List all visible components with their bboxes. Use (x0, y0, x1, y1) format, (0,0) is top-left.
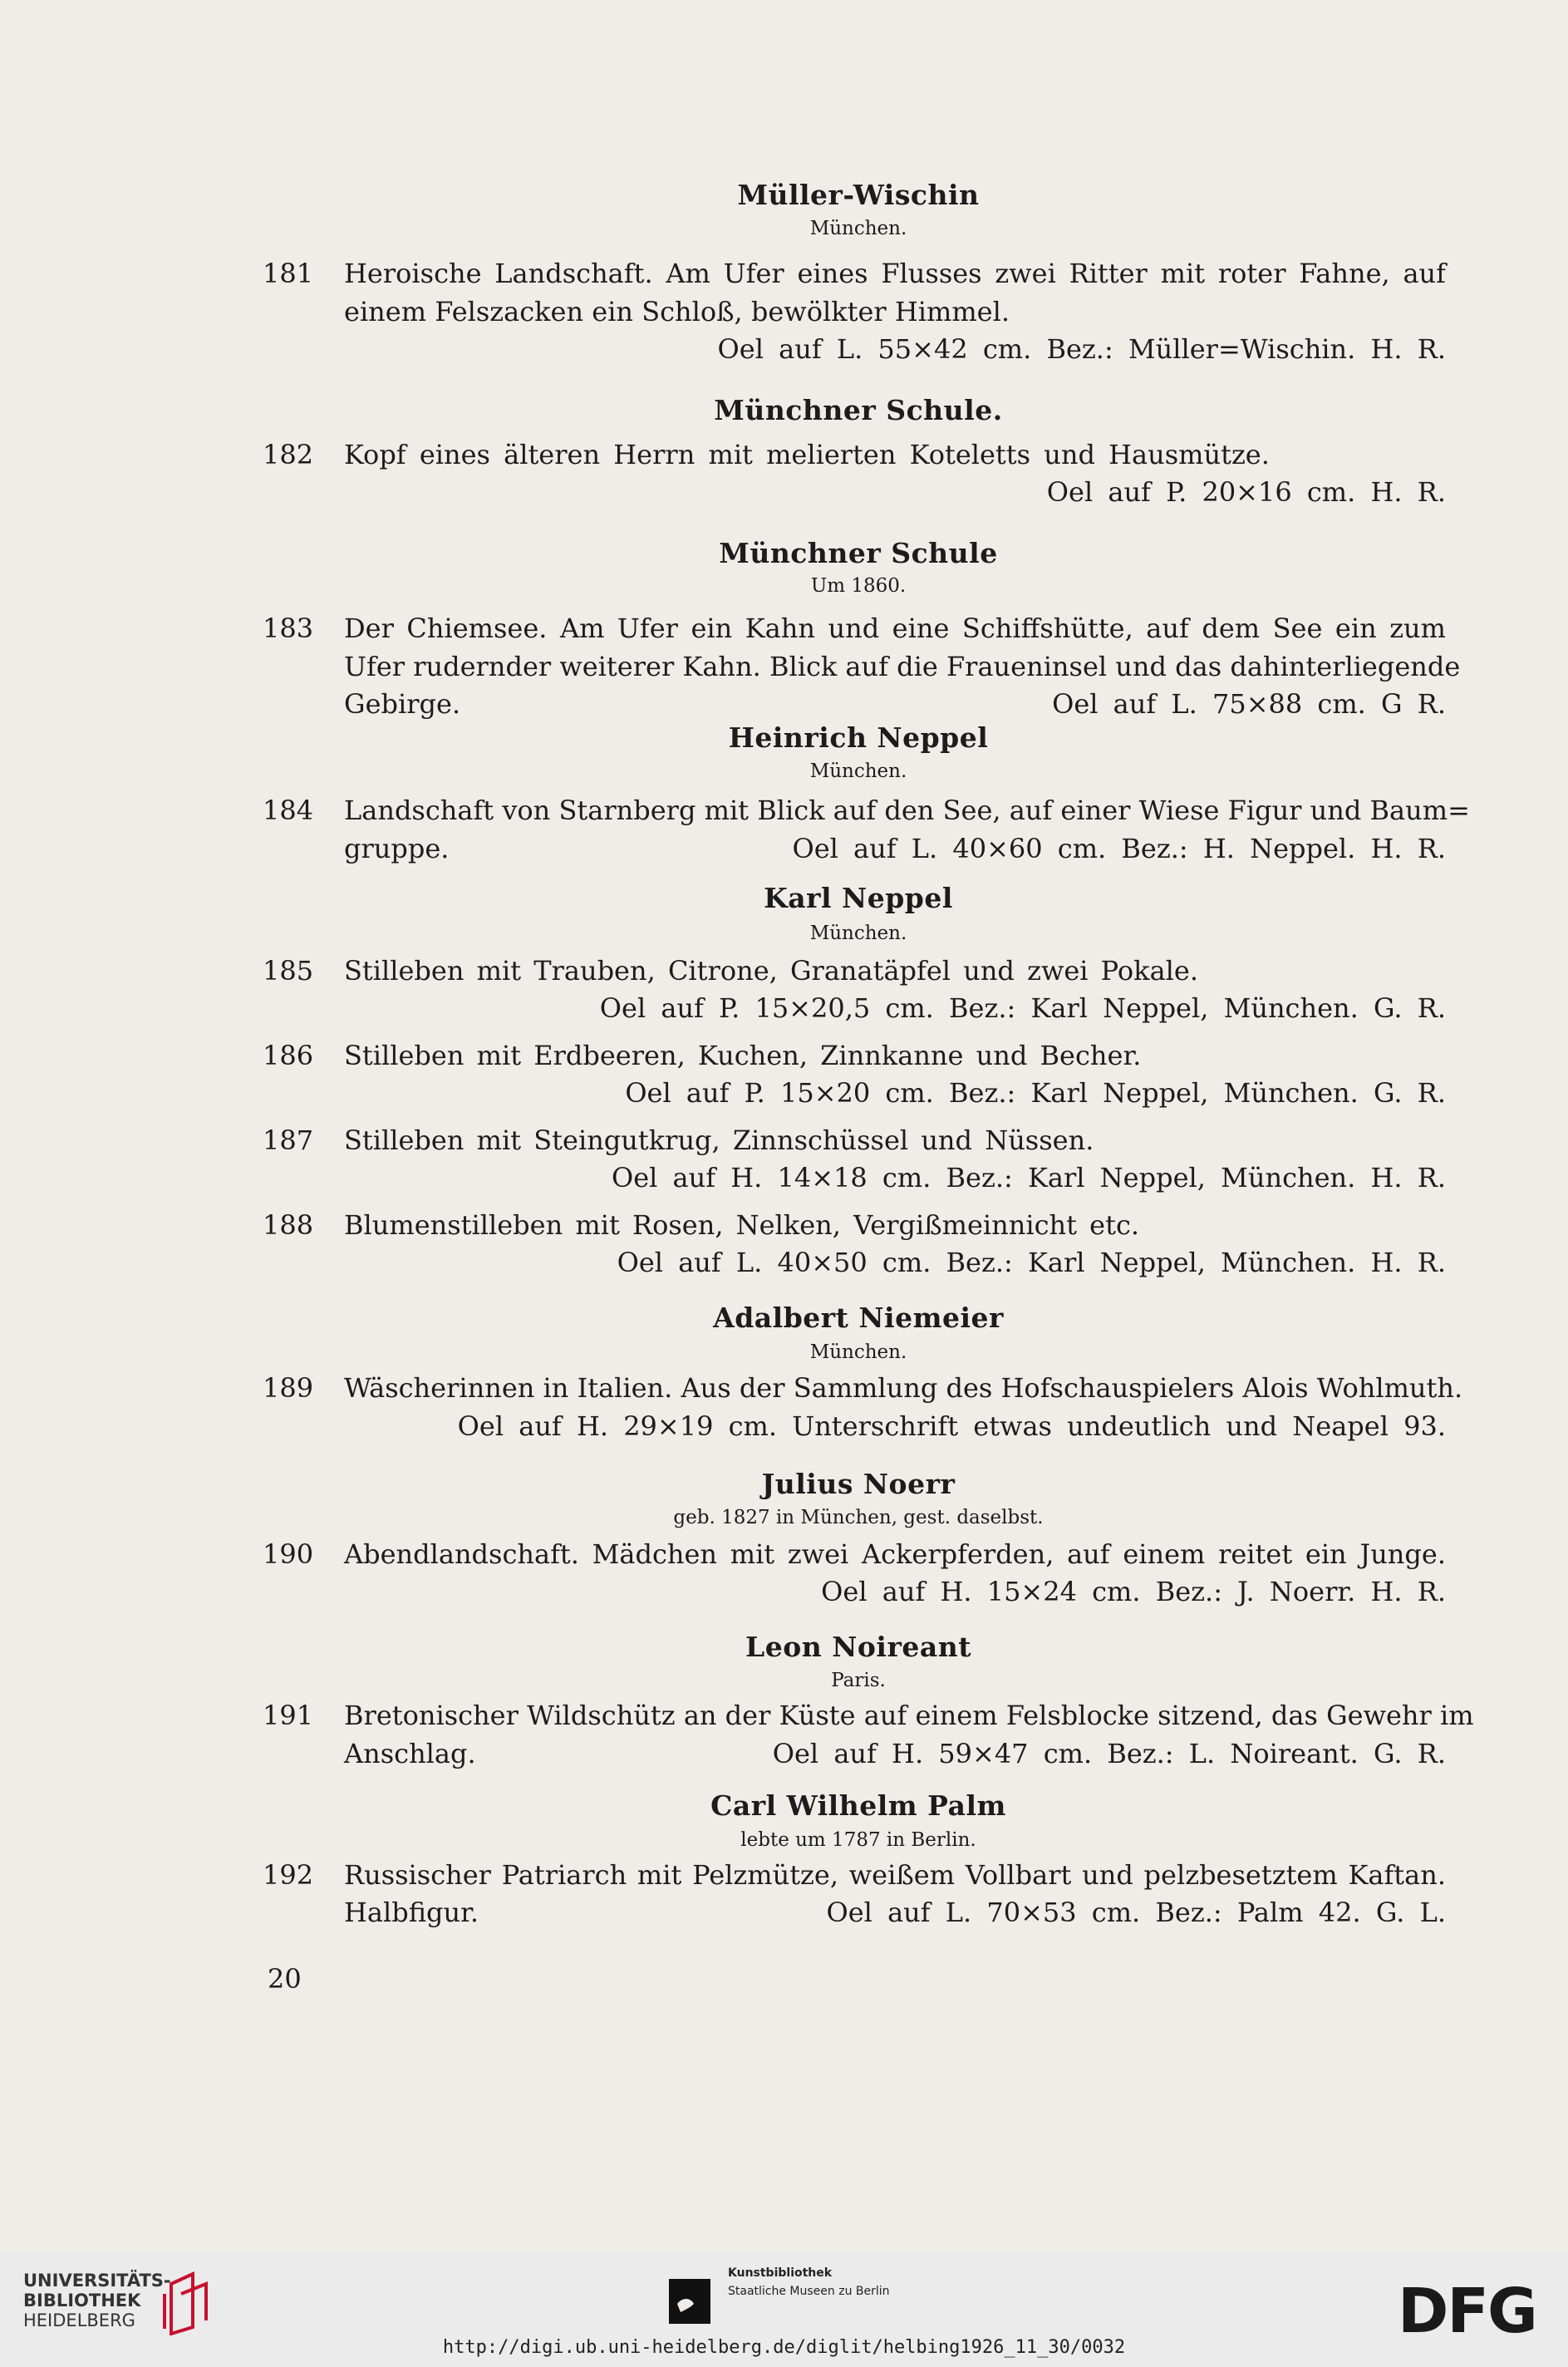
lot-description-line: gruppe. (344, 833, 450, 864)
kunstbibliothek-label[interactable] (728, 2264, 890, 2301)
lot-number: 182 (263, 439, 314, 470)
lot-description-line: Russischer Patriarch mit Pelzmütze, weißem Vollbart und pelzbesetztem Kaftan. (344, 1859, 1446, 1891)
lot-details: Oel auf L. 70×53 cm. Bez.: Palm 42. G. L. (826, 1897, 1446, 1928)
lot-number: 189 (263, 1372, 314, 1404)
lot-number: 183 (263, 613, 314, 644)
lot-description-line: Blumenstilleben mit Rosen, Nelken, Vergißmeinnicht etc. (344, 1209, 1140, 1241)
ub-heidelberg-logo-icon (160, 2269, 218, 2335)
page-number: 20 (268, 1963, 302, 1995)
lot-final-line (344, 1738, 1446, 1769)
artist-subtitle: München. (809, 1341, 907, 1363)
artist-heading: Carl Wilhelm Palm (710, 1789, 1006, 1822)
lot-number: 186 (263, 1040, 314, 1071)
ub-line-1: UNIVERSITÄTS- (23, 2271, 171, 2291)
lot-details: Oel auf H. 59×47 cm. Bez.: L. Noireant. G. R. (772, 1738, 1446, 1769)
lot-details: Oel auf H. 14×18 cm. Bez.: Karl Neppel, München. H. R. (611, 1162, 1446, 1193)
lot-number: 191 (263, 1700, 314, 1731)
ub-line-3: HEIDELBERG (23, 2310, 135, 2330)
kb-line-2: Staatliche Museen zu Berlin (728, 2285, 890, 2298)
artist-heading: Karl Neppel (764, 882, 953, 914)
lot-description-line: Stilleben mit Erdbeeren, Kuchen, Zinnkanne und Becher. (344, 1040, 1142, 1071)
lot-description-line: Stilleben mit Trauben, Citrone, Granatäpfel und zwei Pokale. (344, 955, 1198, 987)
footer-bar (0, 2252, 1568, 2367)
lot-details: Oel auf P. 15×20,5 cm. Bez.: Karl Neppel, München. G. R. (599, 992, 1446, 1024)
lot-description-line: Stilleben mit Steingutkrug, Zinnschüssel und Nüssen. (344, 1124, 1094, 1156)
artist-heading: Leon Noireant (745, 1631, 971, 1663)
lot-description-line: Wäscherinnen in Italien. Aus der Sammlung des Hofschauspielers Alois Wohlmuth. (344, 1372, 1463, 1404)
lot-number: 184 (263, 795, 314, 826)
artist-heading: Heinrich Neppel (728, 721, 989, 754)
artist-subtitle: geb. 1827 in München, gest. daselbst. (673, 1507, 1044, 1528)
artist-heading: Müller-Wischin (737, 179, 980, 211)
lot-details: Oel auf H. 29×19 cm. Unterschrift etwas undeutlich und Neapel 93. (457, 1410, 1446, 1442)
lot-details: Oel auf L. 40×50 cm. Bez.: Karl Neppel, München. H. R. (617, 1247, 1446, 1278)
dfg-logo[interactable]: DFG (1398, 2276, 1536, 2347)
artist-subtitle: Paris. (831, 1670, 886, 1691)
lot-description-line: Gebirge. (344, 688, 461, 720)
lot-details: Oel auf P. 15×20 cm. Bez.: Karl Neppel, München. G. R. (625, 1077, 1446, 1109)
source-url[interactable]: http://digi.ub.uni-heidelberg.de/diglit/helbing1926_11_30/0032 (442, 2337, 1126, 2358)
ub-heidelberg-logo-text[interactable] (23, 2271, 171, 2330)
lot-number: 190 (263, 1538, 314, 1570)
artist-subtitle: München. (809, 923, 907, 944)
lot-details: Oel auf L. 55×42 cm. Bez.: Müller=Wischin. H. R. (717, 333, 1446, 365)
lot-number: 188 (263, 1209, 314, 1241)
artist-subtitle: Um 1860. (810, 575, 907, 597)
ub-line-2: BIBLIOTHEK (23, 2291, 141, 2310)
lot-details: Oel auf L. 40×60 cm. Bez.: H. Neppel. H. R. (792, 833, 1446, 864)
lot-description-line: Heroische Landschaft. Am Ufer eines Flusses zwei Ritter mit roter Fahne, auf (344, 258, 1446, 289)
lot-description-line: Ufer rudernder weiterer Kahn. Blick auf die Fraueninsel und das dahinterliegende (344, 651, 1461, 682)
artist-subtitle: München. (809, 760, 907, 782)
kunstbibliothek-logo-icon (669, 2279, 710, 2324)
lot-description-line: einem Felszacken ein Schloß, bewölkter Himmel. (344, 296, 1010, 327)
lot-number: 181 (263, 258, 314, 289)
artist-heading: Adalbert Niemeier (713, 1302, 1004, 1334)
lot-description-line: Kopf eines älteren Herrn mit melierten Koteletts und Hausmütze. (344, 439, 1270, 470)
lot-description-line: Bretonischer Wildschütz an der Küste auf einem Felsblocke sitzend, das Gewehr im (344, 1700, 1474, 1731)
lot-final-line (344, 833, 1446, 864)
lot-number: 185 (263, 955, 314, 987)
artist-heading: Julius Noerr (761, 1468, 956, 1500)
lot-description-line: Landschaft von Starnberg mit Blick auf den See, auf einer Wiese Figur und Baum= (344, 795, 1470, 826)
lot-description-line: Anschlag. (344, 1738, 476, 1769)
lot-final-line (344, 688, 1446, 720)
lot-description-line: Halbfigur. (344, 1897, 479, 1928)
kb-line-1: Kunstbibliothek (728, 2266, 833, 2280)
lot-description-line: Abendlandschaft. Mädchen mit zwei Ackerpferden, auf einem reitet ein Junge. (344, 1538, 1446, 1570)
artist-subtitle: lebte um 1787 in Berlin. (740, 1829, 976, 1851)
lot-details: Oel auf H. 15×24 cm. Bez.: J. Noerr. H. R. (821, 1576, 1446, 1607)
artist-subtitle: München. (809, 218, 907, 239)
lot-description-line: Der Chiemsee. Am Ufer ein Kahn und eine Schiffshütte, auf dem See ein zum (344, 613, 1446, 644)
lot-final-line (344, 1897, 1446, 1928)
lot-details: Oel auf L. 75×88 cm. G R. (1052, 688, 1446, 720)
lot-number: 187 (263, 1124, 314, 1156)
artist-heading: Münchner Schule. (714, 394, 1003, 426)
lot-number: 192 (263, 1859, 314, 1891)
artist-heading: Münchner Schule (719, 537, 998, 569)
lot-details: Oel auf P. 20×16 cm. H. R. (1046, 476, 1446, 508)
